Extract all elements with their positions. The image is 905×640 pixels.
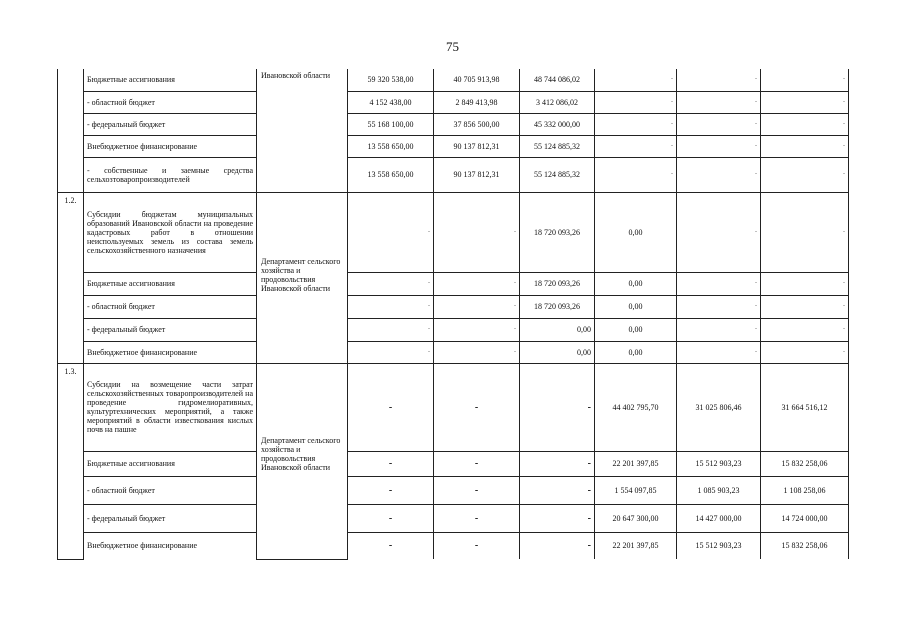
table-row: - областной бюджет - - - 1 554 097,85 1 085 903,23 1 108 258,06 [58,476,849,504]
item-title: Субсидии бюджетам муниципальных образований Ивановской области на проведение кадастровых работ в отношении неиспользуемых земель из состава земель сельскохозяйственного назначения [84,192,257,272]
row-label: - собственные и заемные средства сельхозтоваропроизводителей [84,157,257,192]
row-label: - областной бюджет [84,91,257,113]
table-row: Бюджетные ассигнования - - - 22 201 397,85 15 512 903,23 15 832 258,06 [58,451,849,476]
row-label: - федеральный бюджет [84,504,257,532]
table-row: Внебюджетное финансирование 13 558 650,00 90 137 812,31 55 124 885,32 - - - [58,135,849,157]
row-label: Внебюджетное финансирование [84,532,257,559]
table-row: Бюджетные ассигнования - - 18 720 093,26 0,00 - - [58,272,849,295]
row-label: Внебюджетное финансирование [84,135,257,157]
page-number: 75 [446,39,459,54]
department-cell: Департамент сельского хозяйства и продовольствия Ивановской области [257,363,348,559]
row-label: - областной бюджет [84,295,257,318]
budget-table [57,69,849,560]
table-row: Бюджетные ассигнования Ивановской области 59 320 538,00 40 705 913,98 48 744 086,02 - - - [58,69,849,91]
table-row: - федеральный бюджет - - - 20 647 300,00 14 427 000,00 14 724 000,00 [58,504,849,532]
table-row: - областной бюджет 4 152 438,00 2 849 413,98 3 412 086,02 - - - [58,91,849,113]
row-label: Бюджетные ассигнования [84,69,257,91]
row-label: - федеральный бюджет [84,318,257,341]
department-cell: Ивановской области [257,69,348,192]
table-row: Внебюджетное финансирование - - 0,00 0,00 - - [58,341,849,363]
item-number: 1.2. [58,192,84,363]
item-number: 1.3. [58,363,84,559]
department-cell: Департамент сельского хозяйства и продовольствия Ивановской области [257,192,348,363]
row-label: Бюджетные ассигнования [84,272,257,295]
table-row: - собственные и заемные средства сельхозтоваропроизводителей 13 558 650,00 90 137 812,31 55 124 885,32 - - - [58,157,849,192]
row-label: Внебюджетное финансирование [84,341,257,363]
table-row: - федеральный бюджет 55 168 100,00 37 856 500,00 45 332 000,00 - - - [58,113,849,135]
item-title: Субсидии на возмещение части затрат сельскохозяйственных товаропроизводителей на проведение гидромелиоративных, культуртехнических мероприятий, а также мероприятий в области известкования кислых почв на пашне [84,363,257,451]
table-row: Внебюджетное финансирование - - - 22 201 397,85 15 512 903,23 15 832 258,06 [58,532,849,559]
row-label: - областной бюджет [84,476,257,504]
table-row: - областной бюджет - - 18 720 093,26 0,00 - - [58,295,849,318]
row-label: Бюджетные ассигнования [84,451,257,476]
table-row: 1.2. Субсидии бюджетам муниципальных образований Ивановской области на проведение кадастровых работ в отношении неиспользуемых земель из состава земель сельскохозяйственного назначения Департамент сельского хозяйства и продовольствия Ивановской области - - 18 720 093,26 0,00 - - [58,192,849,272]
table-row: - федеральный бюджет - - 0,00 0,00 - - [58,318,849,341]
row-label: - федеральный бюджет [84,113,257,135]
table-row: 1.3. Субсидии на возмещение части затрат сельскохозяйственных товаропроизводителей на проведение гидромелиоративных, культуртехнических мероприятий, а также мероприятий в области известкования кислых почв на пашне Департамент сельского хозяйства и продовольствия Ивановской области - - - 44 402 795,70 31 025 806,46 31 664 516,12 [58,363,849,451]
